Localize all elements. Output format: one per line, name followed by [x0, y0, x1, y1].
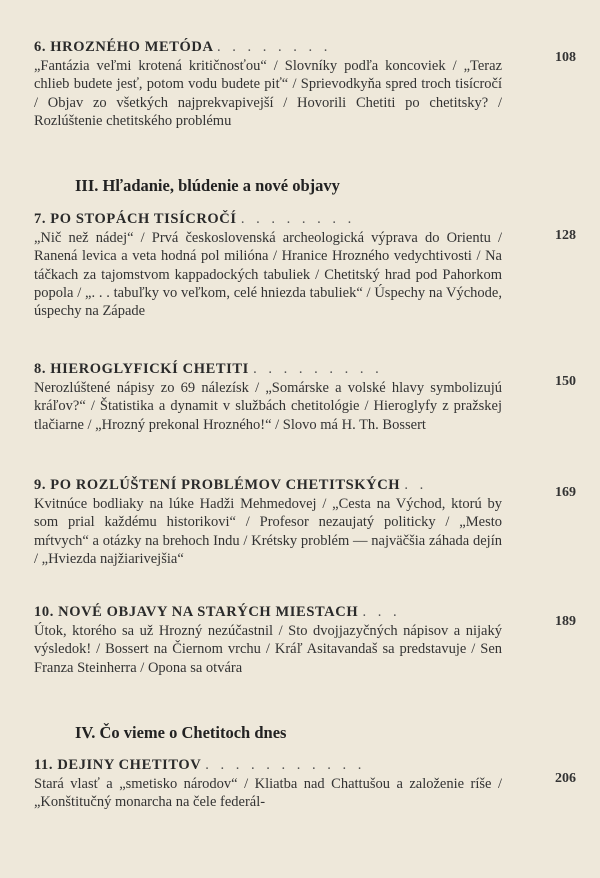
toc-entry-10 — [34, 603, 502, 677]
toc-page-number: 108 — [555, 50, 576, 65]
section-heading-iv: IV. Čo vieme o Chetitoch dnes — [75, 723, 287, 742]
toc-entry-text: Stará vlasť a „smetisko národov“ / Kliatba nad Chattušou a založenie ríše / „Konštitučný monarcha na čele federál- — [34, 776, 502, 811]
toc-entry-heading: 10. NOVÉ OBJAVY NA STARÝCH MIESTACH . . . — [34, 604, 401, 620]
toc-entry-heading: 11. DEJINY CHETITOV . . . . . . . . . . . — [34, 757, 366, 773]
toc-entry-heading: 6. HROZNÉHO METÓDA . . . . . . . . — [34, 39, 332, 55]
toc-entry-heading: 9. PO ROZLÚŠTENÍ PROBLÉMOV CHETITSKÝCH . . — [34, 477, 428, 493]
toc-entry-text: „Fantázia veľmi krotená kritičnosťou“ / Slovníky podľa koncoviek / „Teraz chlieb budete jesť, potom vodu budete piť“ / Sprievodkyňa spred troch tisícročí / Objav zo všetkých najprekvapivejší / Hovorili Chetiti po chetitsky? / Rozlúštenie chetitského problému — [34, 58, 502, 129]
toc-entry-heading: 7. PO STOPÁCH TISÍCROČÍ . . . . . . . . — [34, 211, 356, 227]
toc-page-number: 206 — [555, 771, 576, 786]
toc-entry-11 — [34, 756, 502, 812]
toc-entry-7 — [34, 210, 502, 320]
toc-entry-text: Útok, ktorého sa už Hrozný nezúčastnil / Sto dvojjazyčných nápisov a nijaký výsledok! / Bossert na Čiernom vrchu / Kráľ Asitavandaš sa predstavuje / Sen Franza Steinherra / Opona sa otvára — [34, 623, 502, 676]
toc-entry-8 — [34, 360, 502, 434]
toc-page-number: 189 — [555, 614, 576, 629]
toc-page-number: 169 — [555, 485, 576, 500]
toc-entry-text: „Nič než nádej“ / Prvá československá archeologická výprava do Orientu / Ranená levica a veta hodná pol milióna / Hranice Hrozného vedychtivosti / Na táčkach za tajomstvom kappadockých tabuliek / Chetitský hrad pod Pahorkom popola / „. . . tabuľky vo veľkom, celé hniezda tabuliek“ / Úspechy na Východe, úspechy na Západe — [34, 230, 502, 320]
section-heading-iii: III. Hľadanie, blúdenie a nové objavy — [75, 176, 340, 195]
toc-entry-9 — [34, 476, 502, 568]
toc-page-number: 128 — [555, 228, 576, 243]
toc-page-number: 150 — [555, 374, 576, 389]
toc-entry-text: Nerozlúštené nápisy zo 69 nálezísk / „Somárske a volské hlavy symbolizujú kráľov?“ / Štatistika a dynamit v službách chetitológie / Hieroglyfy z pražskej tlačiarne / „Hrozný prekonal Hrozného!“ / Slovo má H. Th. Bossert — [34, 380, 502, 433]
toc-entry-heading: 8. HIEROGLYFICKÍ CHETITI . . . . . . . . . — [34, 361, 383, 377]
toc-entry-6 — [34, 38, 502, 130]
toc-entry-text: Kvitnúce bodliaky na lúke Hadži Mehmedovej / „Cesta na Východ, ktorú by som prial každému historikovi“ / Profesor nezaujatý politicky / „Mesto mŕtvych“ a otázky na brehoch Indu / Krétsky problém — najväčšia záhada dejín / „Hviezda najžiarivejšia“ — [34, 496, 502, 567]
